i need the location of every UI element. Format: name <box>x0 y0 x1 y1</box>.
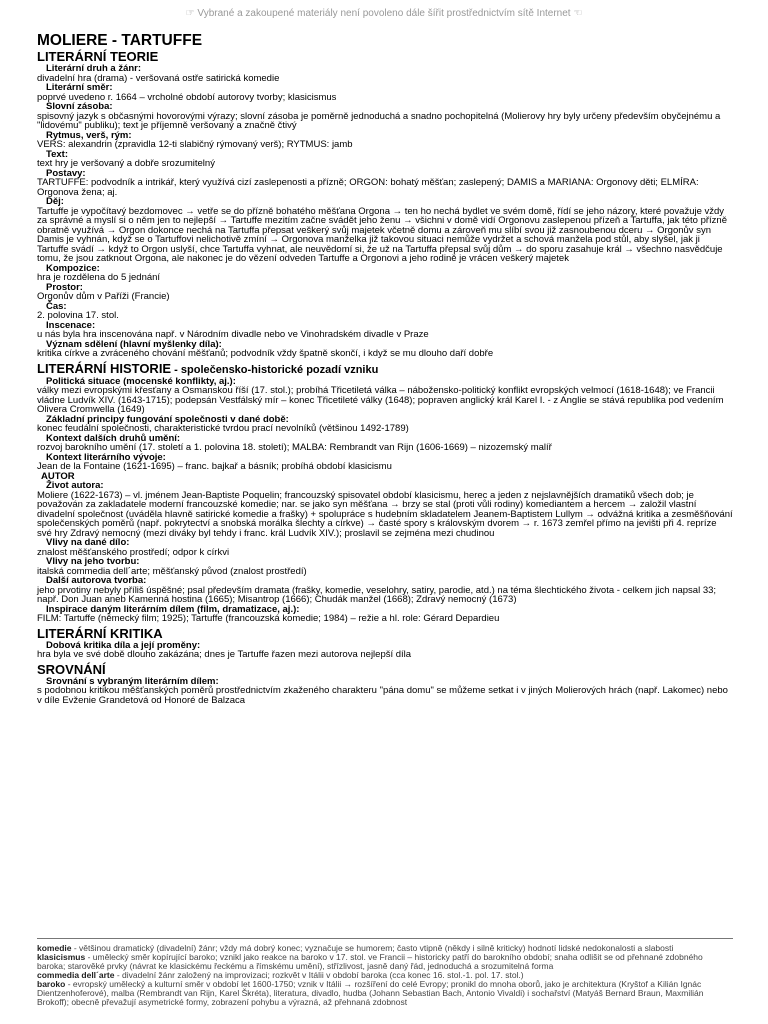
field-value: Orgonův dům v Paříži (Francie) <box>37 291 170 302</box>
section-kritika <box>37 641 733 660</box>
field-text <box>37 150 733 169</box>
field-value: italská commedia dell´arte; měšťanský původ (znalost prostředí) <box>37 565 307 577</box>
field-label: Literární druh a žánr: <box>46 63 142 74</box>
field-kontext-literatury <box>37 453 733 472</box>
field-value: Moliere (1622-1673) – vl. jménem Jean-Baptiste Poquelin; francouzský spisovatel období klasicismu, herec a jeden z nejslavnějších dramatiků všech dob; je považován za zakladatele moderní francouzské komedie; nar. se jako syn měšťana → brzy se stal (proti vůli rodiny) komediantem a hercem → založil vlastní divadelní společnost (uváděla hlavně satirické komedie a frašky) + spolupráce s hudebním skladatelem Jeanem-Baptistem Lullym → odvážná kritika a zesměšňování společenských poměrů (např. pokrytectví a snobská morálka šlechty a církve) → časté spory s královským dvorem → r. 1673 zemřel přímo na jevišti při 4. repríze své hry Zdravý nemocný (mezi diváky byl tehdy i franc. král Ludvík XIV.); proslavil se zejména mezi chudinou <box>37 489 733 539</box>
glossary-term: baroko <box>37 979 66 989</box>
field-inspirace <box>37 605 733 624</box>
field-value: války mezi evropskými křesťany a Osmanskou říší (17. stol.); probíhá Třicetiletá válka – náboženskо-politický konflikt evropských velmocí (1618-1648); ve Francii vládne Ludvík XIV. (1643-1715); podepsán Vestfálský mír – konec Třicetileté války (1648); popraven anglický král Karel I. - z Anglie se stává republika pod vedením Olivera Cromwella (1649) <box>37 385 724 415</box>
section-teorie <box>37 64 733 359</box>
field-label: Slovní zásoba: <box>46 101 113 112</box>
field-value: u nás byla hra inscenována např. v Národním divadle nebo ve Vinohradském divadle v Praze <box>37 329 429 340</box>
section-teorie-heading: LITERÁRNÍ TEORIE <box>37 49 159 64</box>
field-label: Srovnání s vybraným literárním dílem: <box>46 675 219 687</box>
glossary-entry <box>37 953 733 971</box>
field-value: spisovný jazyk s občasnými hovorovými výrazy; slovní zásoba je poměrně jednoduchá a snadno pochopitelná (Molierovy hry byly určeny především obyčejnému a "lidovému" publiku); text je příjemně veršovaný a značně čtivý <box>37 110 721 131</box>
field-label: Kompozice: <box>46 262 100 274</box>
section-kritika-heading: LITERÁRNÍ KRITIKA <box>37 625 163 641</box>
field-principy <box>37 415 733 434</box>
section-historie-heading <box>37 362 733 377</box>
field-label: Vlivy na jeho tvorbu: <box>46 556 140 567</box>
field-kontext-umeni <box>37 434 733 453</box>
field-value: Jean de la Fontaine (1621-1695) – franc. bajkař a básník; probíhá období klasicismu <box>37 461 392 472</box>
field-label: Literární směr: <box>46 82 113 93</box>
autor-label: AUTOR <box>41 470 75 482</box>
field-label: Děj: <box>46 196 64 207</box>
field-cas <box>37 302 733 321</box>
field-label: Kontext dalších druhů umění: <box>46 432 181 444</box>
field-label: Rytmus, verš, rým: <box>46 129 132 141</box>
glossary-term: commedia dell´arte <box>37 970 115 980</box>
field-label: Dobová kritika díla a její proměny: <box>46 639 201 651</box>
copyright-banner: ☞ Vybrané a zakoupené materiály není povoleno dále šířit prostřednictvím sítě Internet ☜ <box>185 8 583 19</box>
section-historie-title: LITERÁRNÍ HISTORIE <box>37 360 172 376</box>
field-value: s podobnou kritikou měšťanských poměrů prostřednictvím zkaženého charakteru "pána domu" se můžeme setkat i v jiných Molierových hrách (např. Lakomec) nebo v díle Evženie Grandetová od Honoré de Balzaca <box>37 685 728 706</box>
field-value: divadelní hra (drama) - veršovaná ostře satirická komedie <box>37 72 280 84</box>
section-historie <box>37 377 733 624</box>
glossary-definition: - většinou dramatický (divadelní) žánr; vždy má dobrý konec; vyznačuje se humorem; často vtipně (někdy i silně kriticky) hodnotí lidské nedokonalosti a slabosti <box>71 943 674 953</box>
field-value: hra byla ve své době dlouho zakázána; dnes je Tartuffe řazen mezi autorova nejlepší díla <box>37 649 412 660</box>
field-value: Tartuffe je vypočítavý bezdomovec → vetře se do přízně bohatého měšťana Orgona → ten ho nechá bydlet ve svém domě, řídí se jeho názory, které považuje vždy za správné a myslí si o něm jen to nejlepší → Tartuffe mezitím začne svádět jeho ženu → všichni v domě vidí Orgonovu zaslepenou přízeň a Tartuffa, jak této přízně obratně využívá → Orgon dokonce nechá na Tartuffa přepsat veškerý svůj majetek včetně domu a zároveň mu slíbí svou již zasnoubenou dceru → Orgonův syn Damis je vyhnán, když se o Tartuffovi nelichotivě zmíní → Orgonova manželka již takovou situaci nemůže vydržet a schová manžela pod stůl, aby slyšel, jak ji Tartuffe svádí → když to Orgon uslyší, chce Tartuffa vyhnat, ale neuvědomí si, že už na Tartuffa přepsal svůj dům → do sporu zasahuje král → všechno nasvědčuje tomu, že jsou zatknout Orgona, ale nakonec je do vězení odveden Tartuffe a Orgonovi a jeho rodině je vrácen veškerý majetek <box>37 205 727 264</box>
field-vyznam <box>37 340 733 359</box>
field-vlivy-dilo <box>37 538 733 557</box>
field-value: znalost měšťanského prostředí; odpor k církvi <box>37 546 230 558</box>
field-dalsi-tvorba <box>37 576 733 605</box>
field-label: Kontext literárního vývoje: <box>46 451 166 463</box>
field-label: Text: <box>46 148 68 160</box>
field-label: Politická situace (mocenské konflikty, aj.): <box>46 375 236 387</box>
field-value: VERS: alexandrin (zpravidla 12-ti slabičný rýmovaný verš); RYTMUS: jamb <box>37 139 353 150</box>
field-dobova-kritika <box>37 641 733 660</box>
field-zivot-autora <box>37 481 733 538</box>
field-value: FILM: Tartuffe (německý film; 1925); Tartuffe (francouzská komedie; 1984) – režie a hl. role: Gérard Depardieu <box>37 613 500 624</box>
glossary-definition: - evropský umělecký a kulturní směr v období let 1600-1750; vznik v Itálii → rozšíření do celé Evropy; pronikl do mnoha oborů, jako je architektura (Kryštof a Kilián Ignác Dientzenhoferové), malba (Rembrandt van Rijn, Karel Škréta), literatura, divadlo, hudba (Johann Sebastian Bach, Antonio Vivaldi) i sochařství (Matyáš Bernard Braun, Maxmilián Brokoff); obecně převažují asymetrické formy, zobrazení pohybu a výrazná, až přehnaná zdobnost <box>37 979 704 1007</box>
field-value: konec feudální společnosti, charakteristické tvrdou prací nevolníků (většinou 1492-1789) <box>37 423 409 434</box>
field-value: 2. polovina 17. stol. <box>37 310 119 321</box>
field-label: Prostor: <box>46 281 83 293</box>
field-value: hra je rozdělena do 5 jednání <box>37 272 161 283</box>
section-historie-subtitle: - společensko-historické pozadí vzniku <box>171 363 379 376</box>
field-smer <box>37 83 733 102</box>
field-label: Inscenace: <box>46 319 96 331</box>
field-label: Život autora: <box>46 480 104 491</box>
field-label: Další autorova tvorba: <box>46 575 147 586</box>
field-prostor <box>37 283 733 302</box>
field-kompozice <box>37 264 733 283</box>
document-title: MOLIERE - TARTUFFE <box>37 32 203 49</box>
field-value: text hry je veršovaný a dobře srozumitelný <box>37 158 215 169</box>
field-slovni-zasoba <box>37 102 733 131</box>
field-label: Čas: <box>46 300 67 312</box>
field-label: Vlivy na dané dílo: <box>46 537 130 548</box>
field-label: Význam sdělení (hlavní myšlenky díla): <box>46 338 222 350</box>
field-value: TARTUFFE: podvodník a intrikář, který využívá cizí zaslepenosti a přízně; ORGON: bohatý měšťan; zaslepený; DAMIS a MARIANA: Orgonovy děti; ELMÍRA: Orgonova žena; aj. <box>37 177 699 198</box>
section-srovnani <box>37 677 733 706</box>
field-druh <box>37 64 733 83</box>
field-vlivy-tvorba <box>37 557 733 576</box>
glossary-footnotes <box>37 938 733 1007</box>
section-srovnani-heading: SROVNÁNÍ <box>37 661 106 677</box>
glossary-term: klasicismus <box>37 952 86 962</box>
glossary-definition: - umělecký směr kopírující baroko; vznikl jako reakce na baroko v 17. stol. ve Francii – historicky patří do barokního období; snaha odlišit se od přehnané zdobného baroka; starověké prvky (návrat ke klasickému řeckému a římskému umění), střízlivost, jasně daný řád, jednoduchá a srozumitelná forma <box>37 952 703 971</box>
field-label: Postavy: <box>46 167 86 179</box>
glossary-definition: - divadelní žánr založený na improvizaci; rozkvět v Itálii v období baroka (cca konec 16. stol.-1. pol. 17. stol.) <box>114 970 524 980</box>
field-rytmus <box>37 131 733 150</box>
field-label: Základní principy fungování společnosti v dané době: <box>46 413 289 425</box>
document-body <box>37 32 733 705</box>
field-value: jeho prvotiny nebyly příliš úspěšné; psal především dramata (frašky, komedie, veselohry, satiry, parodie, atd.) na téma šlechtického života - celkem jich napsal 33; např. Don Juan aneb Kamenná hostina (1665); Misantrop (1666); Chudák manžel (1668); Zdravý nemocný (1673) <box>37 584 717 605</box>
field-inscenace <box>37 321 733 340</box>
field-value: poprvé uvedeno r. 1664 – vrcholné období autorovy tvorby; klasicismus <box>37 91 337 103</box>
field-dej <box>37 197 733 264</box>
field-postavy <box>37 169 733 198</box>
glossary-term: komedie <box>37 943 72 953</box>
field-label: Inspirace daným literárním dílem (film, dramatizace, aj.): <box>46 603 300 615</box>
field-politicka-situace <box>37 377 733 415</box>
field-value: rozvoj barokního umění (17. století a 1. polovina 18. století); MALBA: Rembrandt van Rijn (1606-1669) – nizozemský malíř <box>37 442 552 453</box>
field-srovnani <box>37 677 733 706</box>
glossary-entry <box>37 980 733 1007</box>
field-value: kritika církve a zvráceného chování měšťanů; podvodník vždy špatně skončí, i když se mu dlouho daří dobře <box>37 348 494 359</box>
